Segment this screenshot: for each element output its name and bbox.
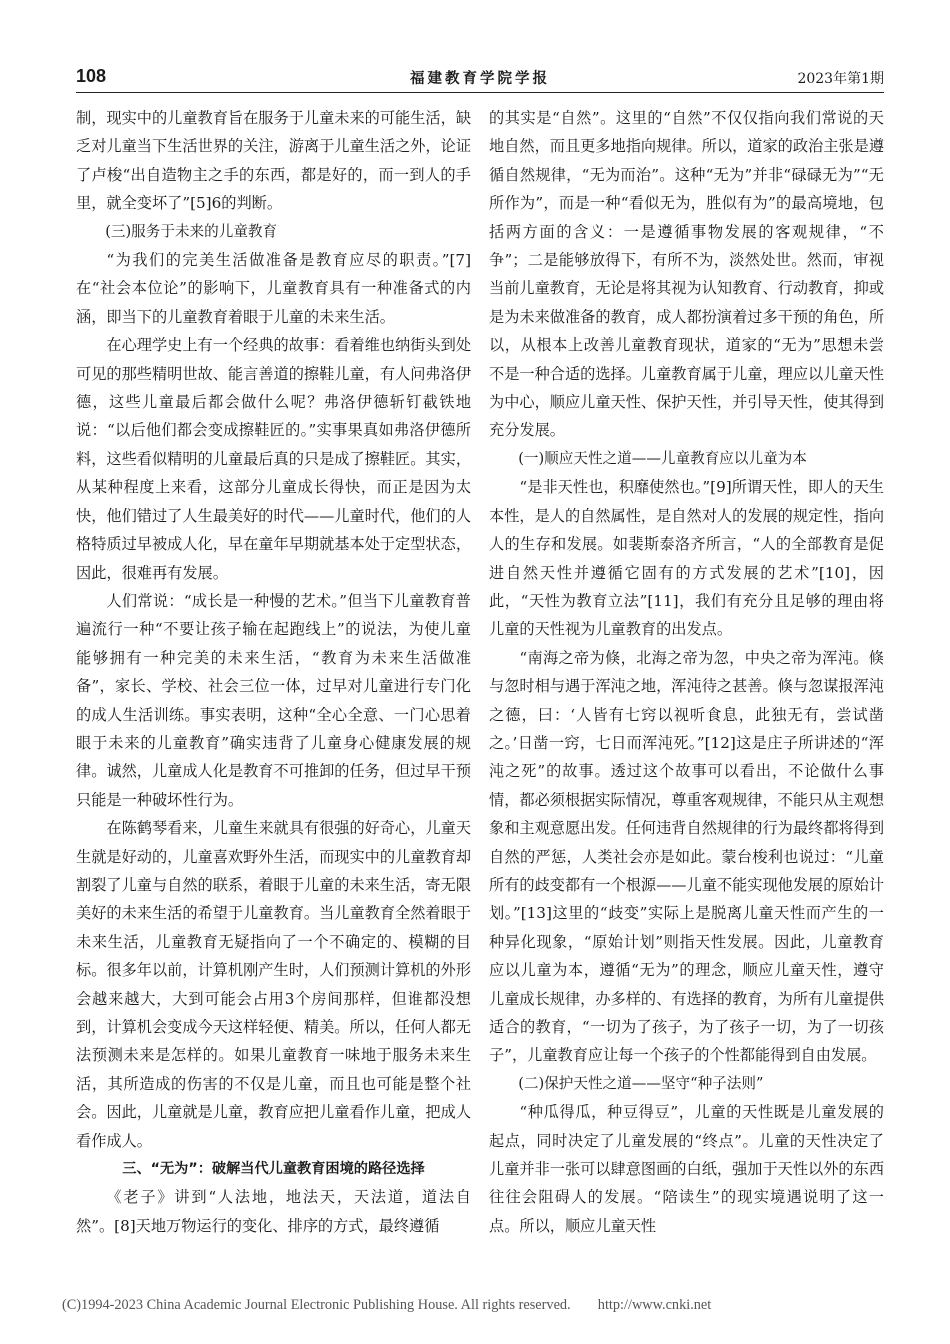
header-rule [76, 92, 884, 93]
paragraph: “是非天性也，积靡使然也。”[9]所谓天性，即人的天生本性，是人的自然属性，是自然对人的发展的规定性，指向人的生存和发展。如裴斯泰洛齐所言，“人的全部教育是促进自然天性并遵循它固有的方式发展的艺术”[10]，因此，“天性为教育立法”[11]，我们有充分且足够的理由将儿童的天性视为儿童教育的出发点。 [489, 478, 884, 639]
page-header [76, 62, 884, 88]
right-column [489, 104, 884, 1240]
page-footer [62, 1297, 890, 1314]
paragraph: “南海之帝为倏，北海之帝为忽，中央之帝为浑沌。倏与忽时相与遇于浑沌之地，浑沌待之甚善。倏与忽谋报浑沌之德，曰：‘人皆有七窍以视听食息，此独无有，尝试凿之。’日凿一窍，七日而浑沌死。”[12]这是庄子所讲述的“浑沌之死”的故事。透过这个故事可以看出，不论做什么事情，都必须根据实际情况，尊重客观规律，不能只从主观想象和主观意愿出发。任何违背自然规律的行为最终都将得到自然的严惩，人类社会亦是如此。蒙台梭利也说过：“儿童所有的歧变都有一个根源——儿童不能实现他发展的原始计划。”[13]这里的“歧变”实际上是脱离儿童天性而产生的一种异化现象，“原始计划”则指天性发展。因此，儿童教育应以儿童为本，遵循“无为”的理念，顺应儿童天性，遵守儿童成长规律，办多样的、有选择的教育，为所有儿童提供适合的教育，“一切为了孩子，为了孩子一切，为了一切孩子”，儿童教育应让每一个孩子的个性都能得到自由发展。 [489, 648, 884, 1065]
section-subheading: (三)服务于未来的儿童教育 [105, 222, 278, 240]
page-number: 108 [76, 66, 107, 86]
paragraph-continued: 制，现实中的儿童教育旨在服务于儿童未来的可能生活，缺乏对儿童当下生活世界的关注，游离于儿童生活之外，论证了卢梭“出自造物主之手的东西，都是好的，而一到人的手里，就全变坏了”[5]6的判断。 [76, 109, 471, 213]
copyright-notice: (C)1994-2023 China Academic Journal Electronic Publishing House. All rights reserved. [62, 1297, 571, 1313]
paragraph: “种瓜得瓜，种豆得豆”，儿童的天性既是儿童发展的起点，同时决定了儿童发展的“终点”。儿童的天性决定了儿童并非一张可以肆意图画的白纸，强加于天性以外的东西往往会阻碍人的发展。“陪读生”的现实境遇说明了这一点。所以，顺应儿童天性 [489, 1103, 884, 1235]
section-subheading: (二)保护天性之道——坚守“种子法则” [518, 1074, 764, 1092]
paragraph: 在心理学史上有一个经典的故事：看着维也纳街头到处可见的那些精明世故、能言善道的擦鞋儿童，有人问弗洛伊德，这些儿童最后都会做什么呢？弗洛伊德斩钉截铁地说：“以后他们都会变成擦鞋匠的。”实事果真如弗洛伊德所料，这些看似精明的儿童最后真的只是成了擦鞋匠。其实，从某种程度上来看，这部分儿童成长得快，而正是因为太快，他们错过了人生最美好的时代——儿童时代，他们的人格特质过早被成人化，早在童年早期就基本处于定型状态，因此，很难再有发展。 [76, 336, 471, 582]
section-heading: 三、“无为”：破解当代儿童教育困境的路径选择 [122, 1161, 425, 1178]
paragraph-continued: 的其实是“自然”。这里的“自然”不仅仅指向我们常说的天地自然，而且更多地指向规律。所以，道家的政治主张是遵循自然规律，“无为而治”。这种“无为”并非“碌碌无为”“无所作为”，而是一种“看似无为，胜似有为”的最高境地，包括两方面的含义：一是遵循事物发展的客观规律，“不争”；二是能够放得下，有所不为，淡然处世。然而，审视当前儿童教育，无论是将其视为认知教育、行动教育，抑或是为未来做准备的教育，成人都扮演着过多干预的角色，所以，从根本上改善儿童教育现状，道家的“无为”思想未尝不是一种合适的选择。儿童教育属于儿童，理应以儿童天性为中心，顺应儿童天性、保护天性，并引导天性，使其得到充分发展。 [489, 109, 884, 440]
journal-title: 福建教育学院学报 [410, 71, 550, 87]
paragraph: 《老子》讲到“人法地，地法天，天法道，道法自然”。[8]天地万物运行的变化、排序的方式，最终遵循 [76, 1188, 471, 1235]
left-column [76, 104, 471, 1240]
paragraph: “为我们的完美生活做准备是教育应尽的职责。”[7]在“社会本位论”的影响下，儿童教育具有一种准备式的内涵，即当下的儿童教育着眼于儿童的未来生活。 [76, 251, 471, 326]
section-subheading: (一)顺应天性之道——儿童教育应以儿童为本 [518, 449, 807, 467]
paragraph: 人们常说：“成长是一种慢的艺术。”但当下儿童教育普遍流行一种“不要让孩子输在起跑线上”的说法，为使儿童能够拥有一种完美的未来生活，“教育为未来生活做准备”，家长、学校、社会三位一体，过早对儿童进行专门化的成人生活训练。事实表明，这种“全心全意、一门心思着眼于未来的儿童教育”确实违背了儿童身心健康发展的规律。诚然，儿童成人化是教育不可推卸的任务，但过早干预只能是一种破坏性行为。 [76, 591, 471, 809]
issue-label: 2023年第1期 [797, 71, 884, 87]
paragraph: 在陈鹤琴看来，儿童生来就具有很强的好奇心，儿童天生就是好动的，儿童喜欢野外生活，而现实中的儿童教育却割裂了儿童与自然的联系，着眼于儿童的未来生活，寄无限美好的未来生活的希望于儿童教育。当儿童教育全然着眼于未来生活，儿童教育无疑指向了一个不确定的、模糊的目标。很多年以前，计算机刚产生时，人们预测计算机的外形会越来越大，大到可能会占用3个房间那样，但谁都没想到，计算机会变成今天这样轻便、精美。所以，任何人都无法预测未来是怎样的。如果儿童教育一味地于服务未来生活，其所造成的伤害的不仅是儿童，而且也可能是整个社会。因此，儿童就是儿童，教育应把儿童看作儿童，把成人看作成人。 [76, 819, 471, 1150]
cnki-url[interactable]: http://www.cnki.net [597, 1297, 712, 1313]
